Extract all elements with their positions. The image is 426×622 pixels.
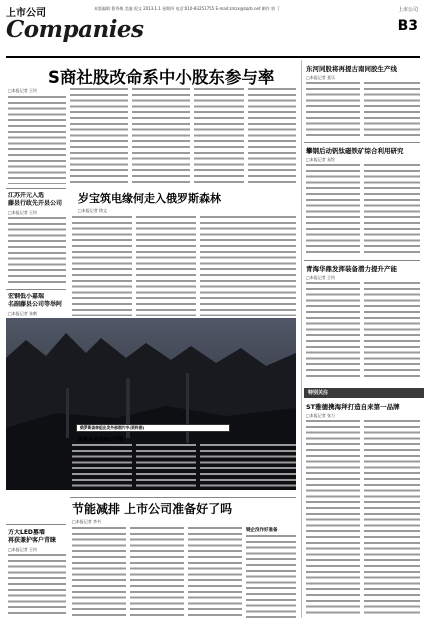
bottom-byline: □本报记者 李书 xyxy=(72,519,102,524)
rail-mid-byline: □本报记者 易绘 xyxy=(306,157,336,162)
section-title-en: Companies xyxy=(6,16,144,43)
rail-mid-body-2 xyxy=(364,164,420,256)
side1-byline: □本报记者 王钧 xyxy=(8,210,38,215)
photo-story-body-3 xyxy=(200,216,296,316)
bottom-body-4 xyxy=(246,535,296,619)
section-title-cn: 上市公司 xyxy=(6,8,46,19)
lead-body-col-5 xyxy=(248,88,296,184)
rail-bottom-body-2 xyxy=(364,420,420,616)
rail-lower-body-1 xyxy=(306,282,360,378)
page-number: B3 xyxy=(397,18,418,34)
photo-story-lower-1 xyxy=(72,444,132,490)
rail-mid-headline: 攀钢后动钒钛磁铁矿综合利用研究 xyxy=(306,147,404,155)
divider xyxy=(304,260,420,261)
side1-headline: 江苏开元入选 藤县行政先开县公司 xyxy=(8,192,63,207)
side1-body xyxy=(8,217,66,285)
side3-byline: □本报记者 王钧 xyxy=(8,547,38,552)
rail-mid-body-1 xyxy=(306,164,360,256)
rail-bottom-headline: ST雅德携海拜打造自来第一品牌 xyxy=(306,403,400,411)
bottom-headline: 节能减排 上市公司准备好了吗 xyxy=(72,502,233,516)
photo-caption: 俄罗斯森林组出发外部图片中(资料图) xyxy=(80,425,145,430)
side3-headline: 方大LED墓墙 再获兼护客户青睐 xyxy=(8,529,57,544)
lead-body-col-2 xyxy=(70,88,128,184)
photo-story-body-1 xyxy=(72,216,132,316)
photo-story-byline: □本报记者 徐文 xyxy=(78,208,108,213)
header-rule xyxy=(6,56,420,58)
lead-body-col-1 xyxy=(8,96,66,184)
photo-story-lower-2 xyxy=(136,444,196,490)
divider xyxy=(6,524,66,525)
photo-story-headline: 岁宝筑电缘何走入俄罗斯森林 xyxy=(78,192,221,205)
feature-kicker: 特别关注 xyxy=(304,388,424,398)
photo-story-lower-3 xyxy=(200,444,296,490)
lead-byline: □本报记者 王钧 xyxy=(8,88,38,93)
header-meta: 本版编辑 曹秀梅 美编 倪文 2013.1.1 星期四 电话:010-83251755 E-mail:zmzx@zqrb.net 制作 郭 丁 xyxy=(94,6,281,11)
bottom-body-2 xyxy=(130,527,184,619)
bottom-subhead: 钢企没作好准备 xyxy=(246,528,278,533)
lead-body-col-3 xyxy=(132,88,190,184)
side3-body xyxy=(8,554,66,618)
divider xyxy=(70,497,296,498)
rail-bottom-body-1 xyxy=(306,420,360,616)
rail-bottom-byline: □本报记者 张力 xyxy=(306,413,336,418)
side2-byline: □本报记者 张鹤 xyxy=(8,311,38,316)
lead-body-col-4 xyxy=(194,88,244,184)
bottom-body-1 xyxy=(72,527,126,619)
photo-caption-box xyxy=(76,424,230,432)
bottom-body-3 xyxy=(188,527,242,619)
rail-top-body-1 xyxy=(306,82,360,138)
rail-lower-byline: □本报记者 王钧 xyxy=(306,275,336,280)
edition-label: 上市公司 xyxy=(397,7,418,13)
rail-top-headline: 东河同股将再提古南同胶生产线 xyxy=(306,65,397,73)
rail-lower-body-2 xyxy=(364,282,420,378)
page-header xyxy=(6,4,420,56)
column-divider xyxy=(301,60,302,618)
side2-headline: 宏钢低小嘉瑞 名副藤县公司等举阿 xyxy=(8,293,63,308)
rail-top-byline: □本报记者 聂乐 xyxy=(306,75,336,80)
divider xyxy=(304,142,420,143)
divider xyxy=(6,188,66,189)
rail-lower-headline: 青海华鼎发挥装备潜力提升产能 xyxy=(306,265,397,273)
divider xyxy=(6,289,66,290)
lead-headline: S商社股改命系中小股东参与率 xyxy=(48,68,275,87)
rail-top-body-2 xyxy=(364,82,420,138)
photo-subhead: 聚焦业务通知公司情 xyxy=(78,437,124,443)
photo-story-body-2 xyxy=(136,216,196,316)
